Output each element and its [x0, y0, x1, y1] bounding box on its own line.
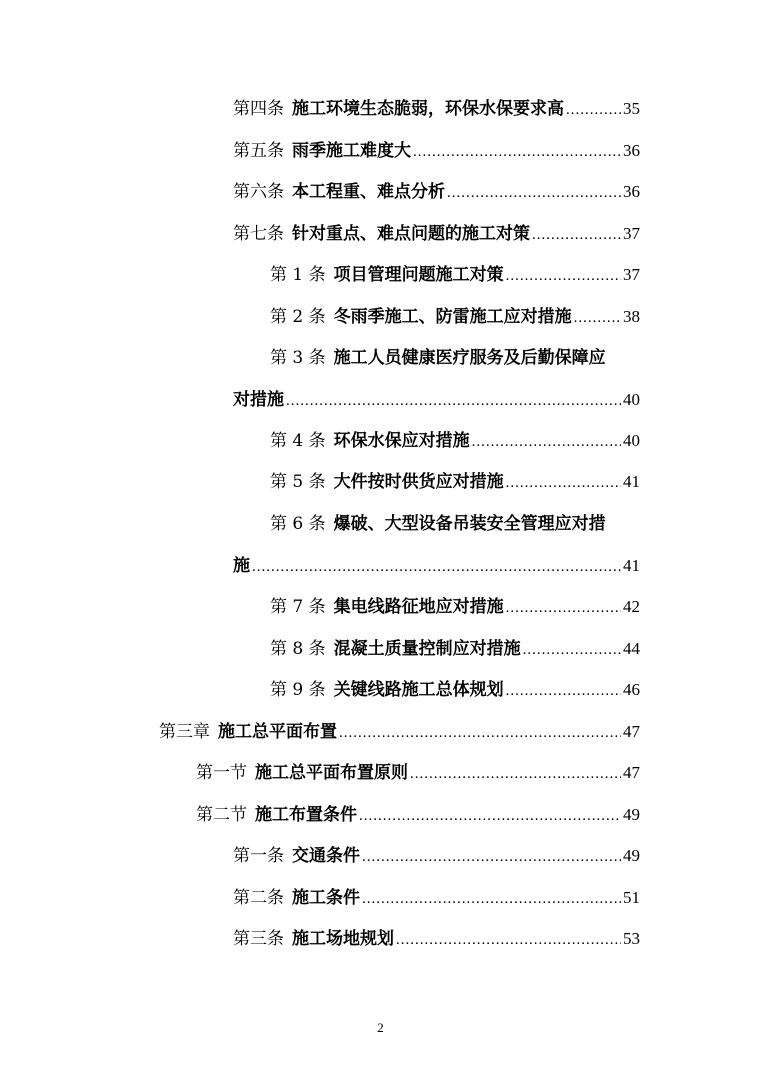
toc-entry[interactable] [270, 264, 640, 287]
toc-entry-page: 37 [623, 265, 640, 284]
toc-entry-title: 爆破、大型设备吊装安全管理应对措 [333, 514, 606, 534]
toc-leader-dots [447, 182, 621, 204]
toc-entry[interactable] [233, 181, 640, 204]
toc-entry-continuation[interactable] [233, 389, 640, 412]
toc-entry-label: 第三条 [233, 929, 284, 949]
toc-entry[interactable] [270, 513, 640, 535]
toc-entry-page: 38 [623, 307, 640, 326]
toc-entry-title: 施 [233, 556, 250, 576]
toc-entry-label: 第 8 条 [270, 639, 326, 659]
toc-entry-title: 混凝土质量控制应对措施 [333, 639, 521, 659]
toc-entry-label: 第 6 条 [270, 514, 326, 534]
toc-entry-label: 第七条 [233, 224, 284, 244]
toc-entry[interactable] [233, 223, 640, 246]
toc-entry-page: 40 [623, 431, 640, 450]
toc-entry-page: 41 [623, 556, 640, 575]
toc-leader-dots [523, 639, 621, 661]
toc-entry-label: 第二条 [233, 888, 284, 908]
toc-entry-title: 关键线路施工总体规划 [333, 680, 504, 700]
toc-entry-page: 40 [623, 390, 640, 409]
toc-leader-dots [506, 265, 621, 287]
toc-entry-title: 施工人员健康医疗服务及后勤保障应 [333, 348, 606, 368]
toc-entry-page: 47 [623, 722, 640, 741]
toc-entry[interactable] [270, 638, 640, 661]
toc-entry-title: 针对重点、难点问题的施工对策 [292, 224, 530, 244]
toc-leader-dots [396, 929, 621, 951]
toc-entry-section[interactable] [196, 804, 640, 827]
toc-entry-continuation[interactable] [233, 555, 640, 578]
toc-entry-title: 施工环境生态脆弱，环保水保要求高 [292, 99, 564, 119]
toc-entry-chapter[interactable] [159, 721, 640, 744]
toc-leader-dots [252, 556, 621, 578]
toc-entry-title: 大件按时供货应对措施 [333, 472, 504, 492]
toc-entry[interactable] [270, 471, 640, 494]
toc-leader-dots [339, 722, 621, 744]
toc-entry-label: 第 3 条 [270, 348, 326, 368]
toc-leader-dots [574, 307, 621, 329]
toc-entry-title: 施工场地规划 [292, 929, 394, 949]
toc-entry-page: 47 [623, 763, 640, 782]
toc-entry-label: 第六条 [233, 182, 284, 202]
toc-leader-dots [472, 431, 621, 453]
toc-leader-dots [413, 141, 621, 163]
page-number: 2 [377, 1020, 384, 1035]
toc-entry-title: 雨季施工难度大 [292, 141, 411, 161]
toc-entry[interactable] [233, 887, 640, 910]
toc-entry-page: 42 [623, 597, 640, 616]
toc-entry-title: 施工布置条件 [255, 805, 357, 825]
toc-entry-title: 冬雨季施工、防雷施工应对措施 [333, 307, 572, 327]
toc-leader-dots [286, 390, 621, 412]
toc-leader-dots [566, 99, 621, 121]
toc-entry-page: 37 [623, 224, 640, 243]
toc-entry-page: 36 [623, 182, 640, 201]
toc-entry-title: 环保水保应对措施 [333, 431, 470, 451]
toc-leader-dots [362, 888, 621, 910]
toc-leader-dots [506, 680, 621, 702]
toc-entry-label: 第 7 条 [270, 597, 326, 617]
toc-entry-section[interactable] [196, 762, 640, 785]
toc-entry-label: 第 1 条 [270, 265, 326, 285]
toc-entry-title: 施工总平面布置 [218, 722, 337, 742]
toc-entry-title: 施工总平面布置原则 [255, 763, 408, 783]
toc-entry[interactable] [270, 347, 640, 369]
toc-entry-page: 44 [623, 639, 640, 658]
toc-leader-dots [532, 224, 621, 246]
toc-entry[interactable] [270, 306, 640, 329]
toc-entry-label: 第四条 [233, 99, 284, 119]
toc-entry[interactable] [270, 596, 640, 619]
toc-entry[interactable] [270, 430, 640, 453]
toc-leader-dots [362, 846, 621, 868]
toc-entry-label: 第一条 [233, 846, 284, 866]
toc-entry-page: 46 [623, 680, 640, 699]
toc-entry-title: 施工条件 [292, 888, 360, 908]
toc-entry-page: 41 [623, 472, 640, 491]
toc-entry-title: 集电线路征地应对措施 [333, 597, 504, 617]
toc-entry-label: 第五条 [233, 141, 284, 161]
toc-entry-page: 36 [623, 141, 640, 160]
toc-entry-label: 第一节 [196, 763, 247, 783]
toc-entry[interactable] [233, 928, 640, 951]
toc-leader-dots [506, 472, 621, 494]
toc-entry-label: 第 4 条 [270, 431, 326, 451]
toc-entry-page: 35 [623, 99, 640, 118]
toc-entry-label: 第三章 [159, 722, 210, 742]
toc-entry-page: 49 [623, 846, 640, 865]
toc-entry-page: 53 [623, 929, 640, 948]
toc-leader-dots [410, 763, 621, 785]
toc-entry-title: 交通条件 [292, 846, 360, 866]
toc-entry[interactable] [233, 140, 640, 163]
toc-entry-page: 49 [623, 805, 640, 824]
toc-entry-label: 第 9 条 [270, 680, 326, 700]
toc-entry[interactable] [270, 679, 640, 702]
toc-entry-title: 项目管理问题施工对策 [333, 265, 504, 285]
toc-entry-label: 第 2 条 [270, 307, 326, 327]
toc-leader-dots [359, 805, 621, 827]
toc-entry[interactable] [233, 845, 640, 868]
toc-entry[interactable] [233, 98, 640, 121]
toc-entry-title: 对措施 [233, 390, 284, 410]
toc-entry-label: 第 5 条 [270, 472, 326, 492]
toc-entry-page: 51 [623, 888, 640, 907]
toc-entry-title: 本工程重、难点分析 [292, 182, 445, 202]
toc-entry-label: 第二节 [196, 805, 247, 825]
toc-leader-dots [506, 597, 621, 619]
